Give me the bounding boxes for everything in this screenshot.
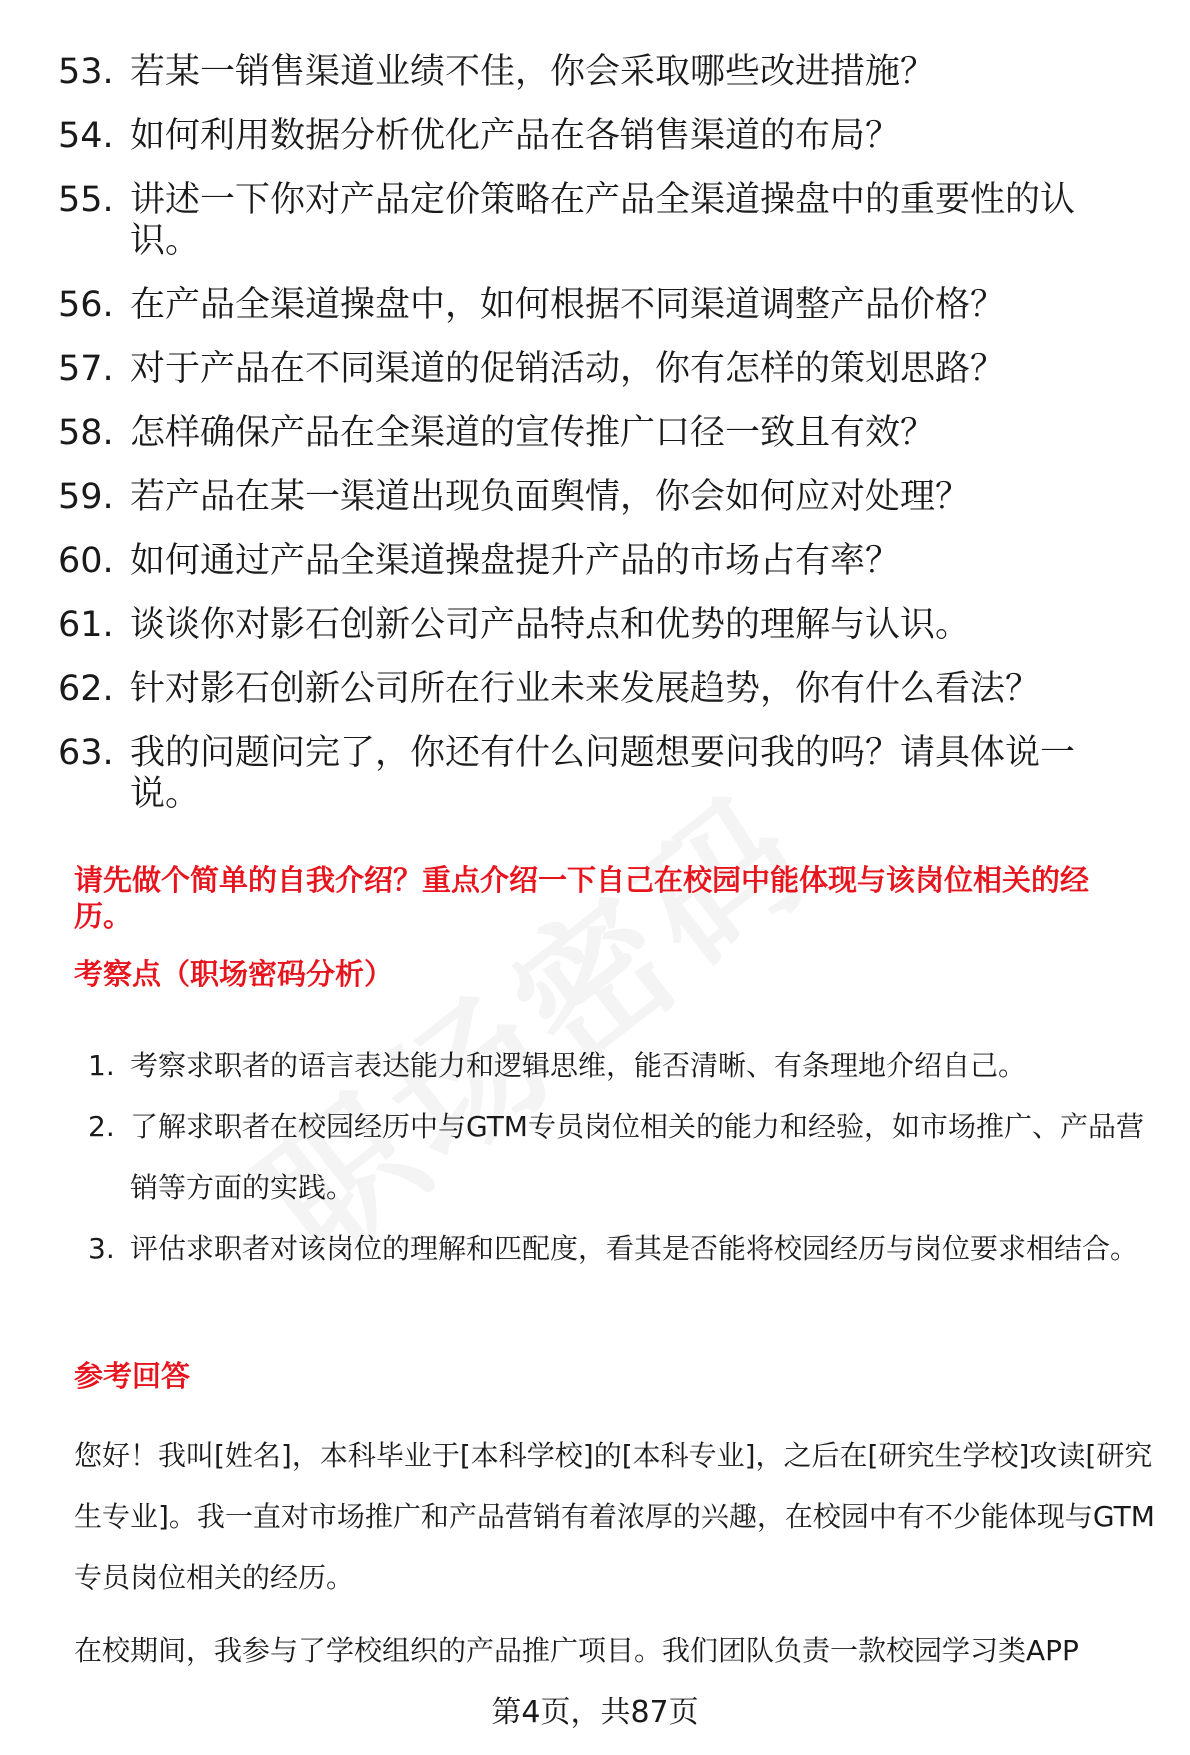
list-item bbox=[88, 1218, 1163, 1279]
list-item bbox=[58, 669, 1128, 710]
answer-paragraph: 您好！我叫[姓名]，本科毕业于[本科学校]的[本科专业]，之后在[研究生学校]攻读[研究生专业]。我一直对市场推广和产品营销有着浓厚的兴趣，在校园中有不少能体现与GTM专员岗位相关的经历。 bbox=[74, 1439, 1155, 1594]
points-list bbox=[88, 1035, 1163, 1279]
answer-heading: 参考回答 bbox=[74, 1359, 191, 1393]
list-item bbox=[58, 52, 1128, 93]
question-number: 53. bbox=[58, 52, 114, 92]
question-number: 62. bbox=[58, 669, 114, 709]
question-text: 若产品在某一渠道出现负面舆情，你会如何应对处理？ bbox=[130, 477, 971, 517]
question-number: 56. bbox=[58, 285, 114, 325]
list-item bbox=[58, 349, 1128, 390]
question-text: 针对影石创新公司所在行业未来发展趋势，你有什么看法？ bbox=[130, 669, 1041, 709]
question-number: 55. bbox=[58, 180, 114, 220]
section-question: 请先做个简单的自我介绍？重点介绍一下自己在校园中能体现与该岗位相关的经历。 bbox=[74, 863, 1090, 933]
point-number: 3. bbox=[88, 1232, 115, 1265]
question-number: 58. bbox=[58, 413, 114, 453]
points-heading: 考察点（职场密码分析） bbox=[74, 957, 394, 991]
question-text: 若某一销售渠道业绩不佳，你会采取哪些改进措施？ bbox=[130, 52, 936, 92]
list-item bbox=[58, 541, 1128, 582]
question-text: 讲述一下你对产品定价策略在产品全渠道操盘中的重要性的认识。 bbox=[130, 180, 1076, 261]
point-text: 了解求职者在校园经历中与GTM专员岗位相关的能力和经验，如市场推广、产品营销等方面的实践。 bbox=[130, 1110, 1144, 1204]
question-number: 60. bbox=[58, 541, 114, 581]
list-item bbox=[88, 1096, 1163, 1218]
point-number: 2. bbox=[88, 1110, 115, 1143]
list-item bbox=[88, 1035, 1163, 1096]
question-text: 谈谈你对影石创新公司产品特点和优势的理解与认识。 bbox=[130, 605, 971, 645]
question-number: 54. bbox=[58, 116, 114, 156]
point-text: 评估求职者对该岗位的理解和匹配度，看其是否能将校园经历与岗位要求相结合。 bbox=[130, 1232, 1139, 1265]
question-number: 57. bbox=[58, 349, 114, 389]
question-text: 对于产品在不同渠道的促销活动，你有怎样的策划思路？ bbox=[130, 349, 1006, 389]
question-number: 63. bbox=[58, 733, 114, 773]
page-number: 第4页，共87页 bbox=[491, 1695, 699, 1730]
answer-paragraph: 在校期间，我参与了学校组织的产品推广项目。我们团队负责一款校园学习类APP bbox=[74, 1634, 1079, 1667]
question-text: 我的问题问完了，你还有什么问题想要问我的吗？请具体说一说。 bbox=[130, 733, 1076, 814]
question-number: 61. bbox=[58, 605, 114, 645]
question-text: 如何利用数据分析优化产品在各销售渠道的布局？ bbox=[130, 116, 901, 156]
list-item bbox=[58, 116, 1128, 157]
question-text: 在产品全渠道操盘中，如何根据不同渠道调整产品价格？ bbox=[130, 285, 1006, 325]
list-item bbox=[58, 413, 1128, 454]
question-text: 如何通过产品全渠道操盘提升产品的市场占有率？ bbox=[130, 541, 901, 581]
list-item bbox=[58, 733, 1128, 815]
list-item bbox=[58, 605, 1128, 646]
question-number: 59. bbox=[58, 477, 114, 517]
list-item bbox=[58, 285, 1128, 326]
list-item bbox=[58, 180, 1128, 262]
point-number: 1. bbox=[88, 1049, 115, 1082]
question-text: 怎样确保产品在全渠道的宣传推广口径一致且有效？ bbox=[130, 413, 936, 453]
question-list bbox=[58, 52, 1128, 838]
list-item bbox=[58, 477, 1128, 518]
point-text: 考察求职者的语言表达能力和逻辑思维，能否清晰、有条理地介绍自己。 bbox=[130, 1049, 1027, 1082]
